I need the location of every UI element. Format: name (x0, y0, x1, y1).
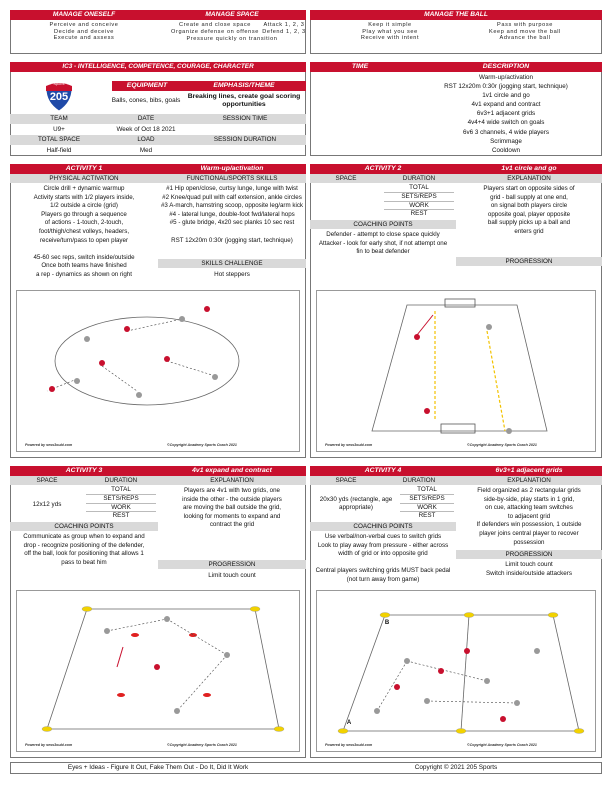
pass-line (167, 619, 227, 655)
space-header: SPACE (335, 175, 357, 182)
text-line: a rep - dynamics as shown on right (36, 270, 132, 278)
logo-text: 205 (49, 91, 69, 103)
manage-oneself-title: MANAGE ONESELF (10, 10, 158, 20)
text-line: Attacker - look for early shot, if not attempt one (318, 239, 448, 247)
diagram-credit-left: Powered by sess3ould.com (25, 743, 73, 747)
activity4-diagram (316, 590, 596, 752)
text-line: #4 - lateral lunge, double-foot fwd/lateral hops (169, 210, 295, 218)
space-line: Attack 1, 2, 3 (263, 22, 305, 28)
text-line: possession (513, 538, 545, 546)
activity2-diagram (316, 290, 596, 452)
text-line: fin to beat defender (356, 248, 410, 256)
skills-value: Hot steppers (214, 271, 250, 278)
schedule-row: 4v4+4 wide switch on goals (467, 119, 545, 127)
activity3-explanation (160, 487, 304, 530)
cone-yellow (250, 607, 260, 612)
text-line: Circle drill + dynamic warmup (43, 185, 125, 192)
session-banner: IC3 - INTELLIGENCE, COMPETENCE, COURAGE, CHARACTER (10, 62, 306, 72)
cone-yellow (42, 727, 52, 732)
manage-ball-title: MANAGE THE BALL (310, 10, 602, 20)
progression-header: PROGRESSION (208, 561, 256, 568)
player-white (424, 698, 430, 704)
text-line: Use verbal/non-verbal cues to switch grids (324, 533, 442, 540)
schedule-row: Scrimmage (490, 137, 522, 145)
player-white (486, 324, 492, 330)
ball-line: Keep it simple (368, 22, 412, 28)
footer-left: Eyes + Ideas - Figure It Out, Fake Them Out - Do It, Did It Work (67, 764, 249, 771)
text-line: #3 A-march, hamstring scoop, opposite leg/arm kick (160, 202, 304, 210)
grid-outline (372, 305, 547, 431)
activity3-diagram (16, 590, 300, 752)
activity1-diagram (16, 290, 300, 452)
activity3-duration-table (86, 486, 156, 521)
text-line: #2 Knee/quad pull with calf extension, ankle circles (162, 193, 302, 201)
goal-top (445, 299, 475, 307)
cone-yellow (574, 729, 584, 734)
activity3-num: ACTIVITY 3 (10, 466, 158, 476)
cone-yellow (82, 607, 92, 612)
player-red (49, 386, 55, 392)
oneself-line: Decide and deceive (54, 28, 114, 35)
player-red (414, 334, 420, 340)
text-line: pass to beat him (61, 558, 107, 566)
sets-label: SETS/REPS (86, 495, 156, 504)
space-value: Half-field (46, 147, 72, 154)
activity4-duration-table (400, 486, 454, 521)
grid-divider (461, 615, 469, 731)
manage-space-right (262, 22, 306, 35)
player-red (438, 668, 444, 674)
diagram-credit-left: Powered by sess3ould.com (325, 743, 373, 747)
text-line: ball supply picks up a ball and (487, 219, 571, 227)
cone-yellow (548, 613, 558, 618)
cone-red (117, 693, 125, 697)
grid-label-b: B (384, 620, 390, 626)
activity4-drill-svg (317, 591, 596, 752)
activity4-coaching (312, 533, 454, 585)
grid-label-a: A (346, 720, 352, 726)
text-line: Players start on opposite sides of (483, 185, 575, 192)
cone-red (203, 693, 211, 697)
diagram-credit-right: ©Copyright Academy Sports Coach 2021 (167, 443, 237, 447)
text-line: Players go through a sequence (41, 210, 127, 218)
cone-yellow (338, 729, 348, 734)
activity1-left-text (12, 185, 156, 280)
pass-line (102, 366, 137, 391)
time-label: SESSION TIME (222, 115, 268, 122)
text-line: receive/turn/pass to open player (39, 236, 129, 244)
text-line: side-by-side, play starts in 1 grid, (483, 495, 575, 503)
player-white (506, 428, 512, 434)
activity4-space-value: 20x30 yds (rectangle, age appropriate) (319, 496, 393, 512)
activity1-title: Warm-up/activation (158, 164, 306, 174)
emphasis-label: EMPHASIS/THEME (182, 81, 306, 91)
player-white (74, 378, 80, 384)
diagram-credit-left: Powered by sess3ould.com (25, 443, 73, 447)
pass-line (407, 661, 487, 681)
player-white (136, 392, 142, 398)
activity1-right-header: FUNCTIONAL/SPORTS SKILLS (186, 175, 278, 182)
pass-line (167, 361, 212, 375)
text-line: grid - ball supply at one end, (490, 193, 568, 201)
space-label: TOTAL SPACE (37, 136, 81, 143)
player-white (514, 700, 520, 706)
explanation-header: EXPLANATION (507, 477, 551, 484)
logo (44, 80, 74, 112)
player-white (84, 336, 90, 342)
text-line: on signal both players circle (490, 202, 568, 210)
schedule-row: 6v3+1 adjacent grids (476, 110, 536, 118)
total-label: TOTAL (384, 184, 454, 193)
text-line (312, 559, 454, 568)
activity2-num: ACTIVITY 2 (310, 164, 456, 174)
player-white (404, 658, 410, 664)
manage-space-left (160, 22, 270, 35)
coaching-header: COACHING POINTS (54, 523, 114, 530)
player-white (212, 374, 218, 380)
manage-space-title: MANAGE SPACE (158, 10, 306, 20)
activity3-drill-svg (17, 591, 300, 752)
time-header: TIME (310, 62, 410, 72)
schedule-list (410, 73, 602, 155)
coaching-header: COACHING POINTS (353, 523, 413, 530)
ball-line: Play what you see (362, 28, 418, 35)
description-header: DESCRIPTION (410, 62, 602, 72)
ball-line: Advance the ball (499, 35, 551, 42)
text-line: Field organized as 2 rectangular grids (477, 487, 581, 494)
activity1-right-text (160, 185, 304, 245)
text-line: are moving the ball outside the grid, (182, 504, 282, 512)
text-line: on cue, attacking team switches (485, 504, 573, 512)
activity2-drill-svg (317, 291, 596, 452)
player-white (224, 652, 230, 658)
goal-bottom (441, 424, 475, 433)
text-line: Central players switching grids MUST back pedal (315, 567, 451, 575)
text-line: player joins central player to recover (479, 529, 579, 537)
schedule-row: Warm-up/activation (478, 74, 533, 81)
work-label: WORK (384, 202, 454, 211)
text-line: #5 - glute bridge, 4x20 sec planks 10 sec rest (169, 219, 295, 227)
text-line: (not turn away from game) (346, 575, 420, 583)
coaching-header: COACHING POINTS (353, 221, 413, 228)
progression-item: Switch inside/outside attackers (485, 570, 573, 577)
run-arrow (487, 331, 505, 431)
text-line: RST 12x20m 0:30r (jogging start, technique) (171, 236, 293, 244)
schedule-row: 1v1 circle and go (482, 92, 530, 100)
text-line: width of grid or into opposite grid (338, 550, 428, 558)
schedule-row: 6v6 3 channels, 4 wide players (462, 128, 550, 136)
load-label: LOAD (137, 136, 155, 143)
date-value: Week of Oct 18 2021 (116, 126, 176, 133)
player-white (164, 616, 170, 622)
manage-ball-left (330, 22, 450, 42)
duration-header: DURATION (402, 477, 436, 484)
text-line: opposite goal, player opposite (487, 210, 571, 218)
footer-right: Copyright © 2021 205 Sports (414, 764, 498, 771)
team-label: TEAM (50, 115, 68, 122)
total-label: TOTAL (86, 486, 156, 495)
space-line: Defend 1, 2, 3 (262, 28, 306, 35)
oneself-line: Perceive and conceive (49, 22, 119, 28)
player-red (99, 360, 105, 366)
pass-line (127, 319, 182, 331)
text-line: 1/2 outside a circle (grid) (50, 202, 118, 210)
activity4-explanation (458, 487, 600, 547)
schedule-row: Cooldown (491, 146, 520, 154)
progression-item: Limit touch count (208, 572, 256, 579)
activity2-coaching (312, 231, 454, 257)
ball-line: Keep and move the ball (489, 28, 561, 35)
activity1-drill-svg (17, 291, 300, 452)
pass-line (107, 619, 167, 631)
text-line: of actions - 1-touch, 2-touch, (44, 219, 124, 227)
player-white (534, 648, 540, 654)
explanation-header: EXPLANATION (507, 175, 551, 182)
player-red (154, 664, 160, 670)
cone-yellow (274, 727, 284, 732)
equipment-value: Balls, cones, bibs, goals (111, 97, 181, 104)
progression-header: PROGRESSION (505, 258, 553, 265)
activity2-title: 1v1 circle and go (456, 164, 602, 174)
diagram-credit-right: ©Copyright Academy Sports Coach 2021 (467, 443, 537, 447)
skills-header: SKILLS CHALLENGE (201, 260, 263, 267)
team-value: U9+ (53, 126, 65, 133)
player-red (464, 648, 470, 654)
player-red (124, 326, 130, 332)
player-red (204, 306, 210, 312)
text-line: off the ball, look for positioning that allows 1 (24, 550, 144, 558)
text-line: Once both teams have finished (41, 262, 127, 270)
text-line: enters grid (514, 227, 544, 235)
date-label: DATE (137, 115, 155, 122)
text-line: drop - recognize positioning of the defender, (23, 541, 145, 549)
player-white (484, 678, 490, 684)
space-header: SPACE (335, 477, 357, 484)
text-line: inside the other - the outside players (182, 495, 282, 503)
cone-yellow (456, 729, 466, 734)
pass-line (177, 655, 227, 711)
progression-header: PROGRESSION (505, 551, 553, 558)
logo-sub: Sports (53, 82, 65, 86)
schedule-row: RST 12x20m 0:30r (jogging start, technique) (444, 83, 568, 91)
progression-item: Limit touch count (505, 561, 553, 568)
activity3-space-value: 12x12 yds (32, 501, 62, 508)
diagram-credit-right: ©Copyright Academy Sports Coach 2021 (167, 743, 237, 747)
text-line: #1 Hip open/close, curtsy lunge, lunge with twist (166, 185, 298, 192)
text-line: 45-60 sec reps, switch inside/outside (33, 253, 135, 261)
activity3-coaching (12, 533, 156, 567)
duration-label: SESSION DURATION (213, 136, 277, 143)
manage-space-bottom: Pressure quickly on transition (186, 36, 278, 42)
rest-label: REST (410, 210, 428, 218)
load-value: Med (139, 147, 153, 154)
activity4-title: 6v3+1 adjacent grids (456, 466, 602, 476)
player-red (164, 356, 170, 362)
sets-label: SETS/REPS (400, 495, 454, 504)
emphasis-value: Breaking lines, create goal scoring opportunities (187, 93, 301, 109)
activity1-left-header: PHYSICAL ACTIVATION (49, 175, 119, 182)
diagram-credit-right: ©Copyright Academy Sports Coach 2021 (467, 743, 537, 747)
pass-line (377, 661, 407, 711)
activity2-explanation (458, 185, 600, 237)
text-line: foot/thigh/chest volleys, headers, (38, 227, 130, 235)
schedule-row: 4v1 expand and contract (471, 101, 541, 109)
activity4-num: ACTIVITY 4 (310, 466, 456, 476)
text-line (160, 228, 304, 237)
text-line: Communicate as group when to expand and (23, 533, 145, 540)
activity3-title: 4v1 expand and contract (158, 466, 306, 476)
outer-grid (47, 609, 279, 729)
cone-yellow (380, 613, 390, 618)
sets-label: SETS/REPS (384, 193, 454, 202)
move-arrow (117, 647, 123, 667)
space-line: Organize defense on offense (171, 28, 259, 35)
player-white (374, 708, 380, 714)
space-line: Create and close space (179, 22, 251, 28)
text-line: contract the grid (209, 521, 255, 529)
text-line: Players are 4v1 with two grids, one (184, 487, 280, 494)
ball-line: Pass with purpose (497, 22, 553, 28)
rest-label: REST (418, 512, 436, 520)
cone-yellow (464, 613, 474, 618)
text-line: Look to play away from pressure - either across (317, 541, 449, 549)
diagram-credit-left: Powered by sess3ould.com (325, 443, 373, 447)
rest-label: REST (112, 512, 130, 520)
manage-ball-right (460, 22, 590, 42)
text-line: to adjacent grid (507, 512, 551, 520)
duration-header: DURATION (104, 477, 138, 484)
manage-oneself-list (12, 22, 156, 42)
activity1-num: ACTIVITY 1 (10, 164, 158, 174)
cone-red (131, 633, 139, 637)
player-white (174, 708, 180, 714)
player-white (104, 628, 110, 634)
explanation-header: EXPLANATION (210, 477, 254, 484)
text-line (12, 245, 156, 254)
ball-line: Receive with intent (360, 35, 420, 42)
equipment-label: EQUIPMENT (112, 81, 182, 91)
circle-grid (55, 317, 239, 405)
text-line: looking for moments to expand and (183, 512, 281, 520)
work-label: WORK (400, 504, 454, 513)
player-red (394, 684, 400, 690)
space-header: SPACE (36, 477, 58, 484)
total-label: TOTAL (400, 486, 454, 495)
activity2-duration-table (384, 184, 454, 219)
work-label: WORK (86, 504, 156, 513)
duration-header: DURATION (402, 175, 436, 182)
text-line: If defenders win possession, 1 outside (476, 521, 582, 529)
pass-line (427, 701, 517, 703)
player-red (500, 716, 506, 722)
oneself-line: Execute and assess (53, 35, 115, 42)
dribble-arrow (417, 315, 433, 335)
text-line: Activity starts with 1/2 players inside, (33, 193, 135, 201)
player-white (179, 316, 185, 322)
player-red (424, 408, 430, 414)
text-line: Defender - attempt to close space quickly (326, 231, 440, 238)
